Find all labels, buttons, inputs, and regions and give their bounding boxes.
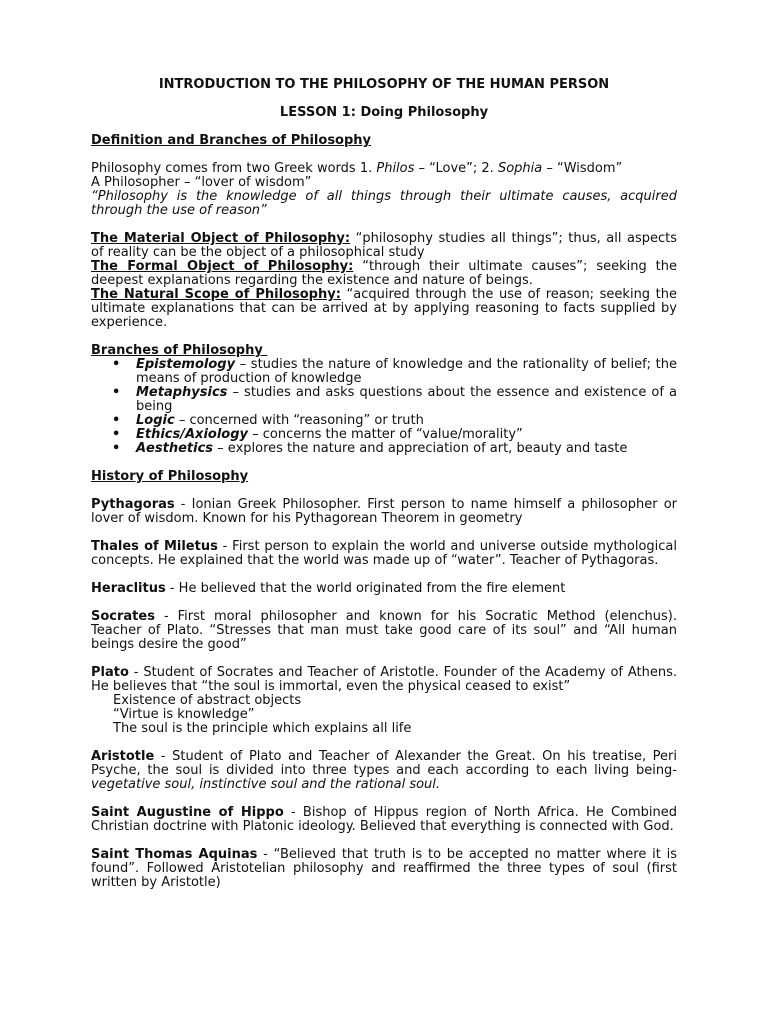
branch-desc: – studies and asks questions about the essence and existence of a being [136, 385, 677, 414]
branch-term: Aesthetics [136, 441, 214, 456]
natural-scope-label: The Natural Scope of Philosophy: [91, 287, 341, 302]
philosopher-name: Thales of Miletus [91, 539, 218, 554]
formal-object-label: The Formal Object of Philosophy: [91, 259, 354, 274]
philos-word: Philos [376, 161, 415, 176]
entry-plato [91, 666, 677, 694]
entry-augustine [91, 806, 677, 834]
branch-metaphysics [91, 386, 677, 414]
philosopher-text: - First moral philosopher and known for his Socratic Method (elenchus). Teacher of Plato. “Stresses that man must take good care of its soul” and “All human beings desire the good” [91, 609, 677, 652]
material-object-text: “philosophy studies all things”; thus, all aspects of reality can be the object of a philosophical study [91, 231, 678, 260]
entry-aquinas [91, 848, 677, 890]
branch-desc: – concerned with “reasoning” or truth [174, 413, 424, 428]
philosopher-text: - First person to explain the world and universe outside mythological concepts. He explained that the world was made up of “water”. Teacher of Pythagoras. [91, 539, 677, 568]
entry-pythagoras [91, 498, 677, 526]
lesson-title: LESSON 1: Doing Philosophy [279, 105, 489, 120]
branch-epistemology [91, 358, 677, 386]
branch-term: Logic [136, 413, 175, 428]
philosopher-text: - Ionian Greek Philosopher. First person to name himself a philosopher or lover of wisdom. Known for his Pythagorean Theorem in geometry [91, 497, 677, 526]
greek-words-mid: – “Love”; 2. [414, 161, 498, 176]
branch-aesthetics [91, 442, 677, 456]
material-object [91, 232, 677, 260]
history-heading: History of Philosophy [91, 469, 249, 484]
natural-scope [91, 288, 677, 330]
document-title: INTRODUCTION TO THE PHILOSOPHY OF THE HUMAN PERSON [158, 77, 610, 92]
branch-desc: – concerns the matter of “value/morality” [248, 427, 523, 442]
bullet: • [112, 427, 121, 442]
bullet: • [112, 385, 121, 400]
material-object-label: The Material Object of Philosophy: [91, 231, 351, 246]
philosopher-name: Aristotle [91, 749, 155, 764]
branch-term: Epistemology [136, 357, 236, 372]
entry-thales [91, 540, 677, 568]
philosopher-name: Socrates [91, 609, 155, 624]
natural-scope-text: “acquired through the use of reason; seeking the ultimate explanations that can be arrived at by applying reasoning to facts supplied by experience. [91, 287, 677, 330]
branch-desc: – explores the nature and appreciation of art, beauty and taste [213, 441, 628, 456]
greek-words-line [91, 162, 677, 176]
philosopher-name: Heraclitus [91, 581, 166, 596]
soul-types: vegetative soul, instinctive soul and the rational soul. [91, 777, 441, 792]
branch-desc: – studies the nature of knowledge and the rationality of belief; the means of production of knowledge [136, 357, 677, 386]
entry-aristotle [91, 750, 677, 792]
entry-heraclitus [91, 582, 677, 596]
philosopher-name: Saint Augustine of Hippo [91, 805, 284, 820]
philosopher-name: Saint Thomas Aquinas [91, 847, 258, 862]
branch-term: Ethics/Axiology [136, 427, 248, 442]
plato-point: “Virtue is knowledge” [113, 707, 255, 722]
branch-term: Metaphysics [136, 385, 228, 400]
branches-heading: Branches of Philosophy [91, 343, 268, 358]
philosopher-text: - Student of Socrates and Teacher of Aristotle. Founder of the Academy of Athens. He believes that “the soul is immortal, even the physical ceased to exist” [91, 665, 677, 694]
philosopher-name: Pythagoras [91, 497, 175, 512]
branch-logic [91, 414, 677, 428]
definition-heading: Definition and Branches of Philosophy [91, 133, 372, 148]
greek-words-text: Philosophy comes from two Greek words 1. [91, 161, 377, 176]
bullet: • [112, 441, 121, 456]
philosopher-definition: A Philosopher – “lover of wisdom” [91, 175, 312, 190]
sophia-word: Sophia [497, 161, 543, 176]
branches-list [91, 358, 677, 456]
philosopher-text: - Bishop of Hippus region of North Africa. He Combined Christian doctrine with Platonic ideology. Believed that everything is connected with God. [91, 805, 677, 834]
greek-words-end: – “Wisdom” [542, 161, 623, 176]
plato-point: The soul is the principle which explains all life [113, 721, 412, 736]
entry-socrates [91, 610, 677, 652]
plato-point: Existence of abstract objects [113, 693, 302, 708]
formal-object-text: “through their ultimate causes”; seeking the deepest explanations regarding the existence and nature of beings. [91, 259, 677, 288]
bullet: • [112, 413, 121, 428]
bullet: • [112, 357, 121, 372]
philosopher-text: - “Believed that truth is to be accepted no matter where it is found”. Followed Aristotelian philosophy and reaffirmed the three types of soul (first written by Aristotle) [91, 847, 677, 890]
branch-ethics [91, 428, 677, 442]
philosopher-text: - Student of Plato and Teacher of Alexander the Great. On his treatise, Peri Psyche, the soul is divided into three types and each according to each living being- [91, 749, 677, 778]
philosopher-text: - He believed that the world originated from the fire element [165, 581, 566, 596]
philosophy-quote: “Philosophy is the knowledge of all things through their ultimate causes, acquired through the use of reason” [91, 189, 677, 218]
document-page [91, 0, 677, 890]
philosopher-name: Plato [91, 665, 129, 680]
formal-object [91, 260, 677, 288]
